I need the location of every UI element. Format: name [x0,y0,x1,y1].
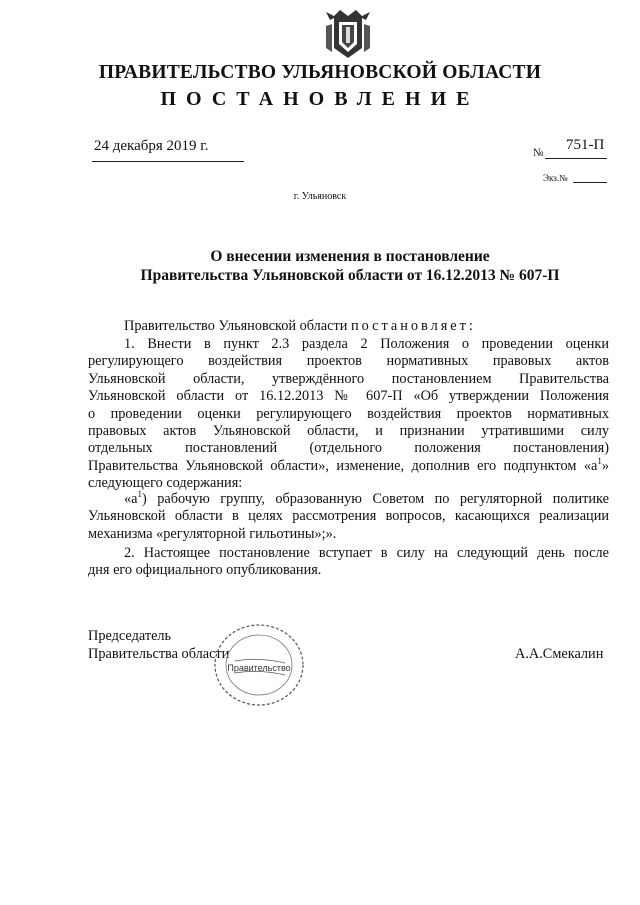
title-line-2: Правительства Ульяновской области от 16.12.2013 № 607-П [140,267,560,284]
quote-line: механизма «регуляторной гильотины»;». [88,525,337,542]
city: г. Ульяновск [293,191,347,202]
document-date: 24 декабря 2019 г. [94,138,209,154]
org-title: ПРАВИТЕЛЬСТВО УЛЬЯНОВСКОЙ ОБЛАСТИ [98,62,542,83]
superscript: 1 [597,456,602,467]
paragraph-1-line: отдельных постановлений (отдельного положения постановления) [88,440,609,457]
paragraph-2-line: 2. Настоящее постановление вступает в силу на следующий день после [124,545,609,561]
title-line-1: О внесении изменения в постановление [210,248,490,265]
signatory-title-line-1: Председатель [88,628,172,644]
official-stamp [199,613,321,709]
intro-paragraph [124,318,544,335]
paragraph-2-line: дня его официального опубликования. [88,562,322,579]
document-number: 751-П [566,137,605,153]
copy-number-label: Экз.№ [543,173,568,183]
quote-line: Ульяновской области в целях рассмотрения вопросов, касающихся реализации [88,508,609,525]
quote-mark: » [601,457,609,474]
quote-line [88,491,609,508]
intro-verb: постановляет: [350,318,476,334]
paragraph-2 [88,545,609,580]
paragraph-1-tail: следующего содержания: [88,475,243,492]
superscript: 1 [137,489,142,500]
document-type: ПОСТАНОВЛЕНИЕ [160,88,480,110]
quoted-subparagraph [88,491,609,543]
paragraph-1-line: регулирующего воздействия проектов нормативных правовых актов [88,353,609,370]
paragraph-1-line: правовых актов Ульяновской области, и признании утратившими силу [88,423,609,440]
quote-line-1-rest: ) рабочую группу, образованную Советом по регуляторной политике [142,491,609,507]
paragraph-1-last-text: Правительства Ульяновской области», изменение, дополнив его подпунктом «а [88,457,598,474]
document-title [0,247,640,285]
paragraph-1-line: Ульяновской области от 16.12.2013 № 607-П «Об утверждении Положения [88,388,609,405]
paragraph-1-line: 1. Внести в пункт 2.3 раздела 2 Положения о проведении оценки [124,336,609,352]
coat-of-arms-icon [322,8,374,60]
copy-number-underline [573,182,607,183]
signatory-title-line-2: Правительства области [88,645,230,662]
paragraph-1-line [88,458,609,475]
date-underline [92,161,244,162]
paragraph-1-line: о проведении оценки регулирующего воздействия проектов нормативных [88,405,609,422]
number-sign: № [533,147,544,159]
quote-start: «а [124,491,138,507]
paragraph-1-line: Ульяновской области, утверждённого постановлением Правительства [88,370,609,387]
number-underline [545,158,607,159]
signatory-name: А.А.Смекалин [515,646,604,662]
intro-text: Правительство Ульяновской области [124,318,348,334]
stamp-label: Правительство [227,663,291,673]
paragraph-1 [88,336,609,493]
